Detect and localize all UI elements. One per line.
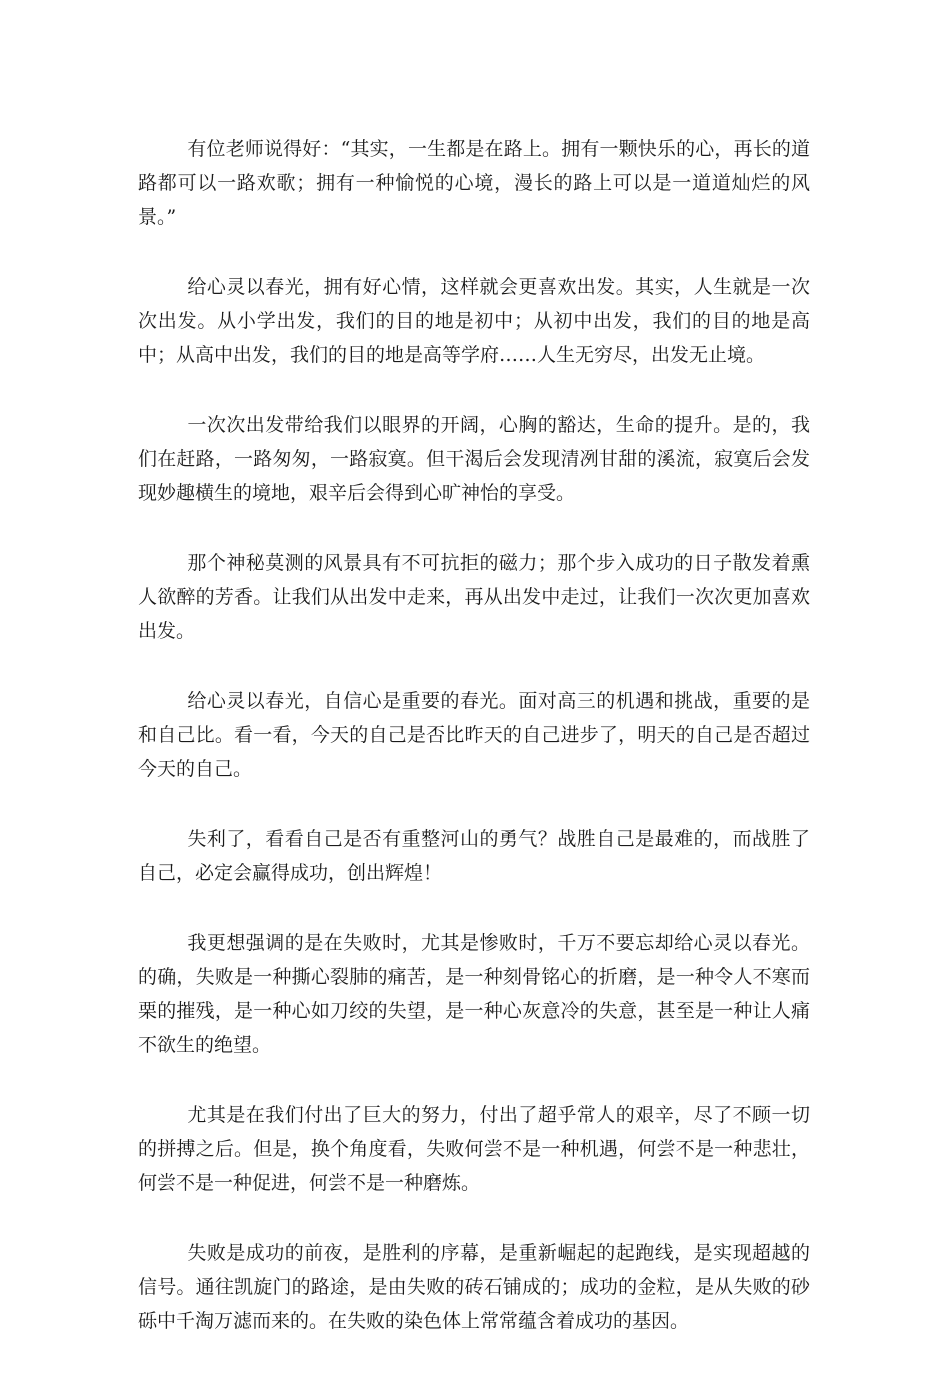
paragraph-2: 给心灵以春光，拥有好心情，这样就会更喜欢出发。其实，人生就是一次次出发。从小学出发，我们的目的地是初中；从初中出发，我们的目的地是高中；从高中出发，我们的目的地是高等学府……人生无穷尽，出发无止境。 (138, 276, 810, 366)
paragraph-6: 失利了，看看自己是否有重整河山的勇气？战胜自己是最难的，而战胜了自己，必定会赢得成功，创出辉煌！ (138, 828, 810, 884)
document-body (138, 132, 810, 1374)
paragraph-8: 尤其是在我们付出了巨大的努力，付出了超乎常人的艰辛，尽了不顾一切的拼搏之后。但是，换个角度看，失败何尝不是一种机遇，何尝不是一种悲壮，何尝不是一种促进，何尝不是一种磨炼。 (138, 1104, 810, 1194)
paragraph-5: 给心灵以春光，自信心是重要的春光。面对高三的机遇和挑战，重要的是和自己比。看一看，今天的自己是否比昨天的自己进步了，明天的自己是否超过今天的自己。 (138, 690, 810, 780)
paragraph-3: 一次次出发带给我们以眼界的开阔，心胸的豁达，生命的提升。是的，我们在赶路，一路匆匆，一路寂寞。但干渴后会发现清冽甘甜的溪流，寂寞后会发现妙趣横生的境地，艰辛后会得到心旷神怡的享受。 (138, 414, 810, 504)
paragraph-9: 失败是成功的前夜，是胜利的序幕，是重新崛起的起跑线，是实现超越的信号。通往凯旋门的路途，是由失败的砖石铺成的；成功的金粒，是从失败的砂砾中千淘万滤而来的。在失败的染色体上常常蕴含着成功的基因。 (138, 1242, 810, 1332)
paragraph-7: 我更想强调的是在失败时，尤其是惨败时，千万不要忘却给心灵以春光。的确，失败是一种撕心裂肺的痛苦，是一种刻骨铭心的折磨，是一种令人不寒而栗的摧残，是一种心如刀绞的失望，是一种心灰意冷的失意，甚至是一种让人痛不欲生的绝望。 (138, 932, 810, 1056)
paragraph-1: 有位老师说得好：“其实，一生都是在路上。拥有一颗快乐的心，再长的道路都可以一路欢歌；拥有一种愉悦的心境，漫长的路上可以是一道道灿烂的风景。” (138, 138, 810, 228)
paragraph-4: 那个神秘莫测的风景具有不可抗拒的磁力；那个步入成功的日子散发着熏人欲醉的芳香。让我们从出发中走来，再从出发中走过，让我们一次次更加喜欢出发。 (138, 552, 810, 642)
